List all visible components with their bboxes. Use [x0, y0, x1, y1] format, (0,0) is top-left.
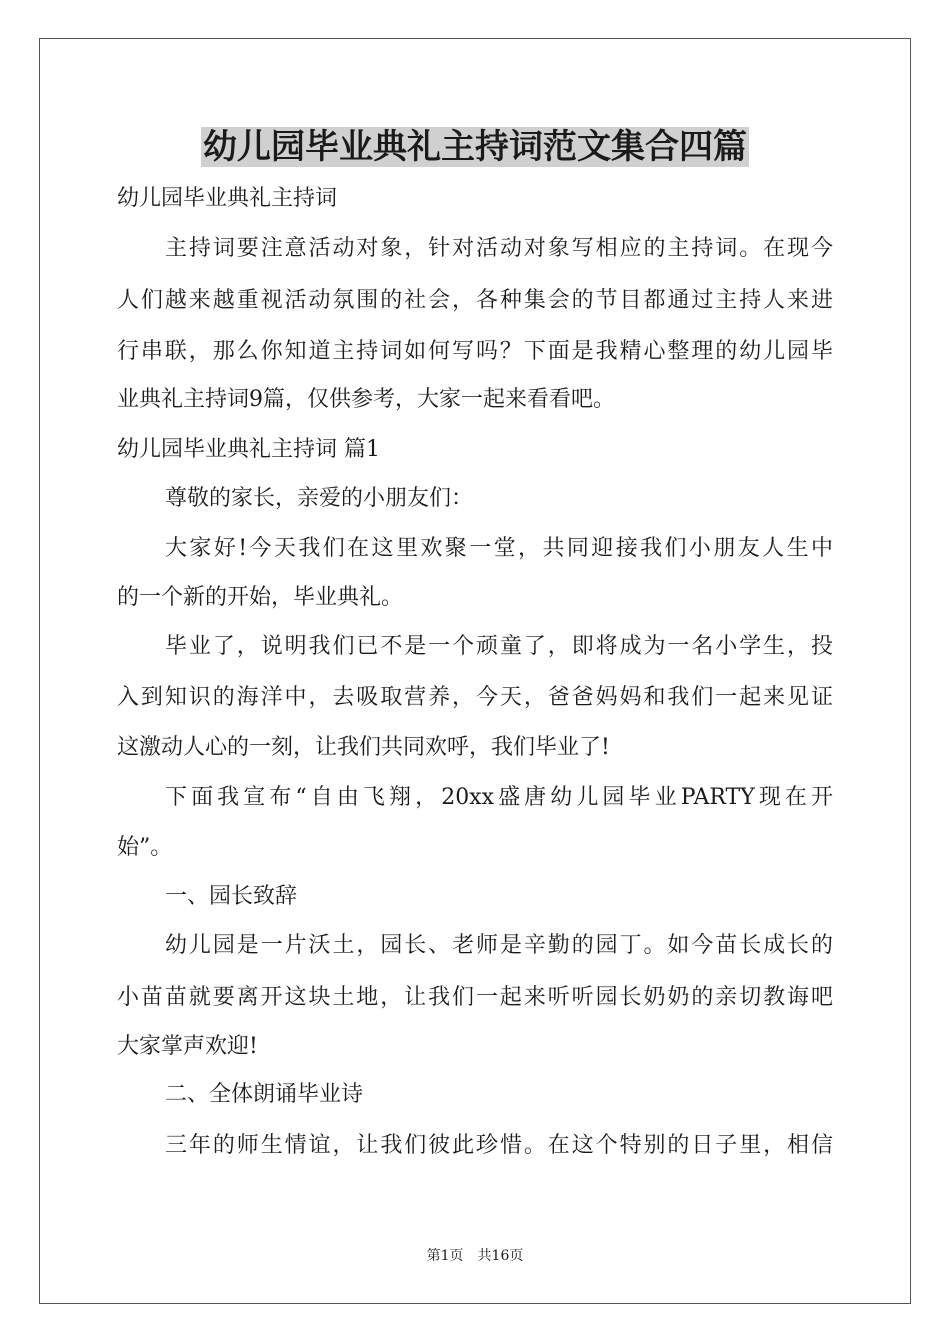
document-title [0, 124, 950, 170]
page-footer [0, 1246, 950, 1266]
paragraph-line: 始”。 [117, 835, 173, 860]
page-total: 共16页 [477, 1248, 524, 1264]
subsection-heading: 一、园长致辞 [165, 884, 298, 909]
paragraph-line: 尊敬的家长，亲爱的小朋友们： [165, 486, 474, 511]
paragraph-line: 下面我宣布“自由飞翔，20xx盛唐幼儿园毕业PARTY现在开 [165, 785, 833, 810]
paragraph-line: 入到知识的海洋中，去吸取营养，今天，爸爸妈妈和我们一起来见证 [117, 685, 833, 710]
section-heading: 幼儿园毕业典礼主持词 [117, 186, 338, 211]
paragraph-line: 的一个新的开始，毕业典礼。 [117, 585, 404, 610]
section-heading: 幼儿园毕业典礼主持词 篇1 [117, 437, 380, 462]
page-number: 第1页 [426, 1248, 464, 1264]
page-border [39, 38, 911, 1304]
paragraph-line: 大家掌声欢迎! [117, 1034, 258, 1059]
paragraph-line: 大家好!今天我们在这里欢聚一堂，共同迎接我们小朋友人生中 [165, 536, 833, 561]
paragraph-line: 业典礼主持词9篇，仅供参考，大家一起来看看吧。 [117, 387, 615, 412]
paragraph-line: 毕业了，说明我们已不是一个顽童了，即将成为一名小学生，投 [165, 634, 833, 659]
paragraph-line: 行串联，那么你知道主持词如何写吗？下面是我精心整理的幼儿园毕 [117, 339, 833, 364]
document-title-text: 幼儿园毕业典礼主持词范文集合四篇 [203, 127, 747, 167]
paragraph-line: 这激动人心的一刻，让我们共同欢呼，我们毕业了! [117, 735, 610, 760]
paragraph-line: 小苗苗就要离开这块土地，让我们一起来听听园长奶奶的亲切教诲吧 [117, 985, 833, 1010]
subsection-heading: 二、全体朗诵毕业诗 [165, 1082, 364, 1107]
paragraph-line: 幼儿园是一片沃土，园长、老师是辛勤的园丁。如今苗长成长的 [165, 933, 833, 958]
paragraph-line: 主持词要注意活动对象，针对活动对象写相应的主持词。在现今 [165, 236, 833, 261]
paragraph-line: 三年的师生情谊，让我们彼此珍惜。在这个特别的日子里，相信 [165, 1133, 833, 1158]
paragraph-line: 人们越来越重视活动氛围的社会，各种集会的节目都通过主持人来进 [117, 288, 833, 313]
